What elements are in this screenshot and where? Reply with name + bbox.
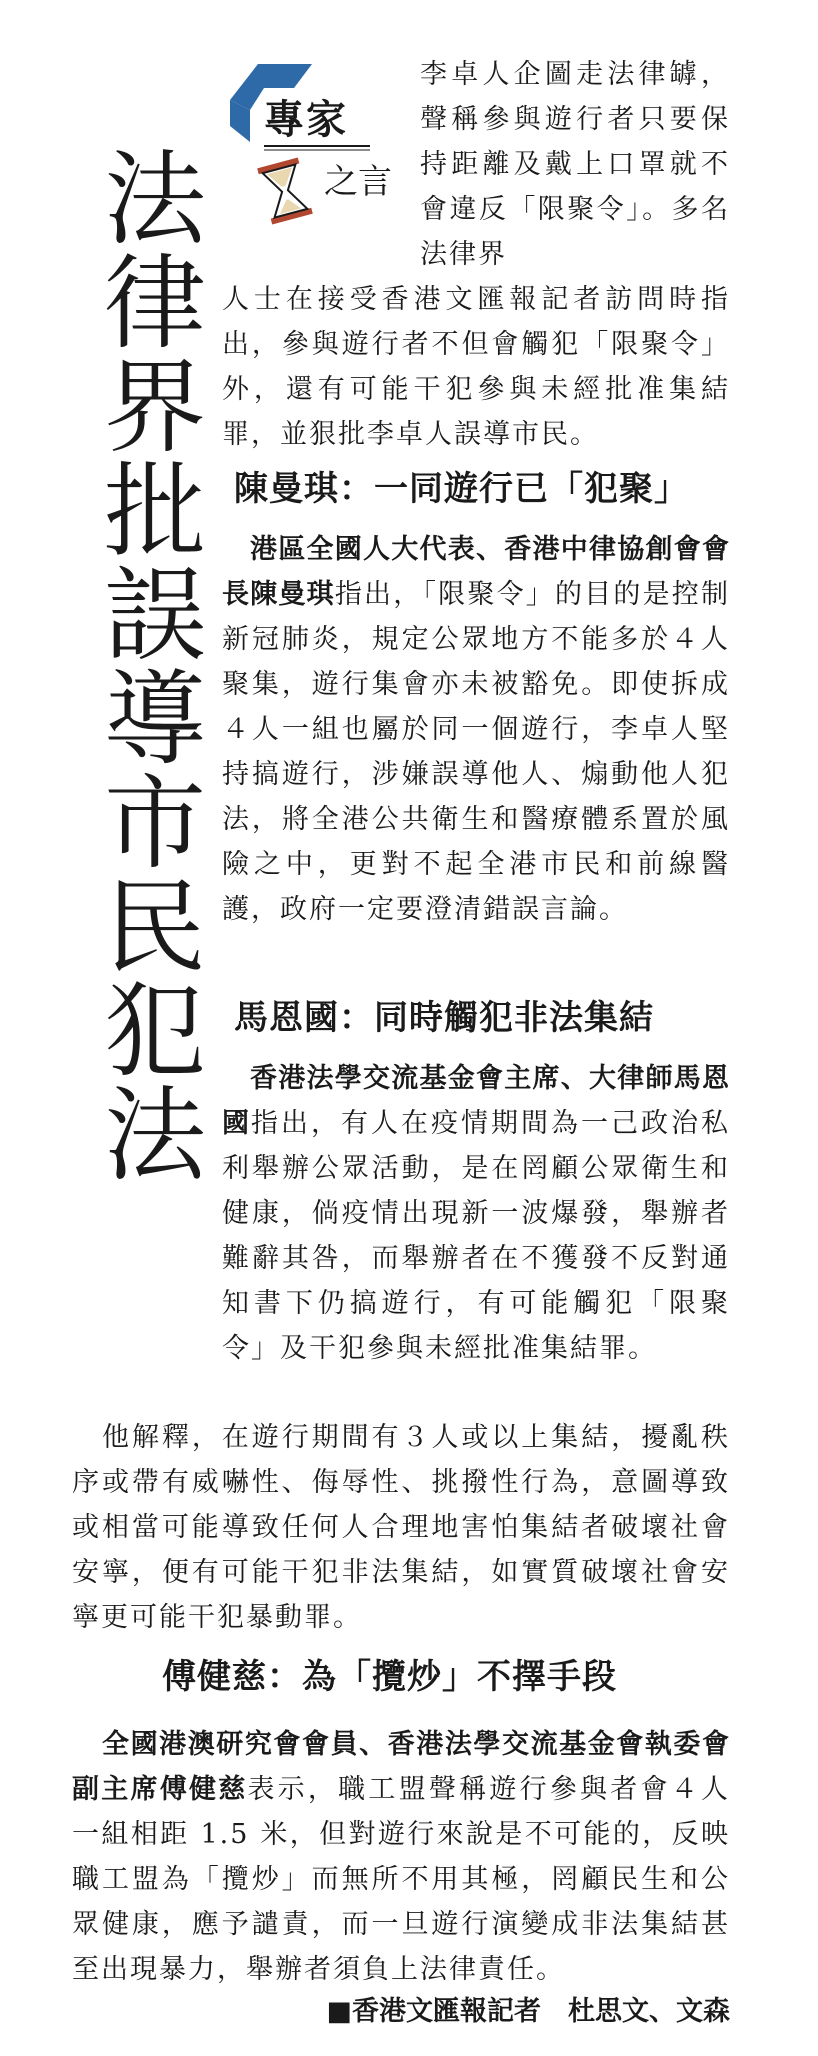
- section-text-fu: 表示，職工盟聲稱遊行參與者會４人一組相距 1.5 米，但對遊行來說是不可能的，反映職工盟為「攬炒」而無所不用其極，罔顧民生和公眾健康，應予譴責，而一旦遊行演變成非法集結甚至出現暴力，舉辦者須負上法律責任。: [72, 1774, 731, 1985]
- badge-title: 專家: [264, 96, 348, 143]
- section-heading-chan: 陳曼琪：一同遊行已「犯聚」: [234, 469, 689, 509]
- section-text-ma: 指出，有人在疫情期間為一己政治私利舉辦公眾活動，是在罔顧公眾衛生和健康，倘疫情出現新一波爆發，舉辦者難辭其咎，而舉辦者在不獲發不反對通知書下仍搞遊行，有可能觸犯「限聚令」及干犯參與未經批准集結罪。: [222, 1108, 730, 1364]
- section-heading-ma: 馬恩國：同時觸犯非法集結: [234, 998, 654, 1038]
- headline: 法律界批誤導市民犯法: [87, 145, 206, 1185]
- section-lead-ma: 香港法學交流基金會主席、大律師馬恩國: [222, 1063, 730, 1139]
- intro-paragraph: 李卓人企圖走法律罅，聲稱參與遊行者只要保持距離及戴上口罩就不會違反「限聚令」。多名法律界: [420, 59, 730, 270]
- expert-badge: [220, 60, 420, 230]
- section-lead-fu: 全國港澳研究會會員、香港法學交流基金會執委會副主席傅健慈: [72, 1729, 730, 1805]
- section-extra-ma: 他解釋，在遊行期間有３人或以上集結，擾亂秩序或帶有威嚇性、侮辱性、挑撥性行為，意圖導致或相當可能導致任何人合理地害怕集結者破壞社會安寧，便有可能干犯非法集結，如實質破壞社會安寧更可能干犯暴動罪。: [72, 1422, 730, 1633]
- section-body-chan: [222, 527, 730, 932]
- section-body-ma: [222, 1056, 730, 1371]
- byline: ■香港文匯報記者 杜思文、文森: [326, 1996, 730, 2027]
- section-body-fu: [72, 1722, 730, 1992]
- hourglass-icon: [250, 156, 320, 226]
- section-lead-chan: 港區全國人大代表、香港中律協創會會長陳曼琪: [222, 534, 730, 610]
- section-heading-fu: 傅健慈：為「攬炒」不擇手段: [162, 1657, 617, 1697]
- badge-subtitle: 之言: [324, 162, 392, 202]
- intro-paragraph-continued: 人士在接受香港文匯報記者訪問時指出，參與遊行者不但會觸犯「限聚令」外，還有可能干犯參與未經批准集結罪，並狠批李卓人誤導市民。: [222, 284, 730, 450]
- section-text-chan: 指出，「限聚令」的目的是控制新冠肺炎，規定公眾地方不能多於４人聚集，遊行集會亦未被豁免。即使拆成４人一組也屬於同一個遊行，李卓人堅持搞遊行，涉嫌誤導他人、煽動他人犯法，將全港公共衛生和醫療體系置於風險之中，更對不起全港市民和前線醫護，政府一定要澄清錯誤言論。: [222, 579, 731, 925]
